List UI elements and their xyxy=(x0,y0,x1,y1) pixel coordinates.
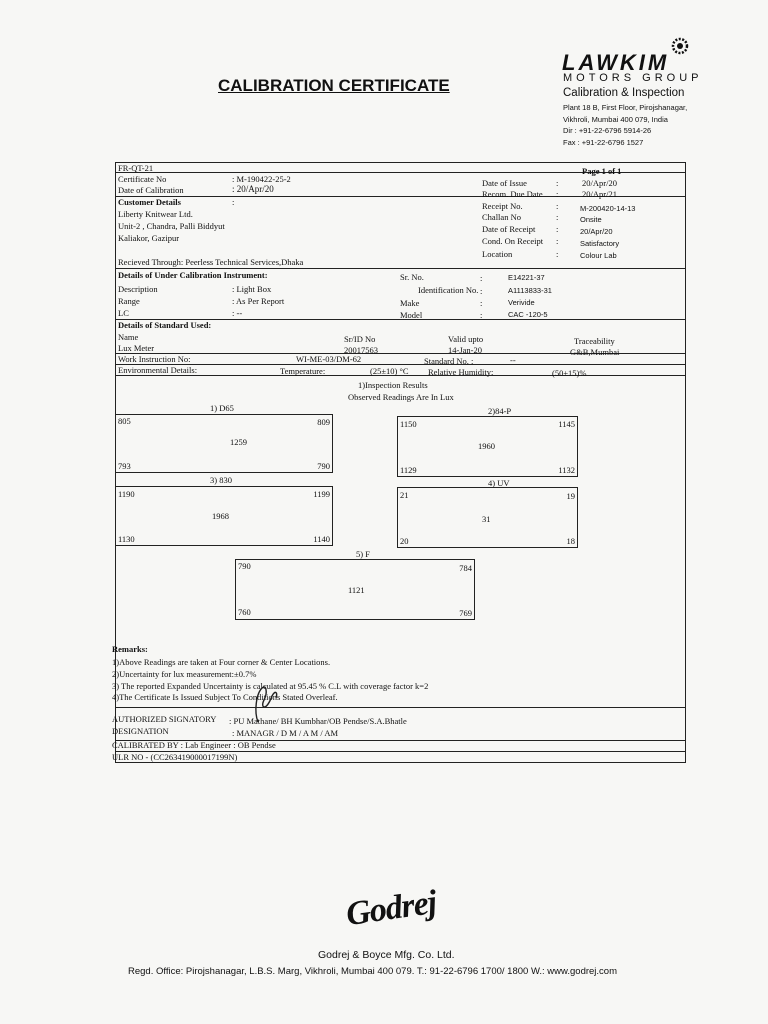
reading-bottom-left: 20 xyxy=(400,536,409,546)
standard-traceability: G&B,Mumbai xyxy=(570,347,620,357)
authorized-signatory-label: AUTHORIZED SIGNATORY xyxy=(112,714,217,724)
footer-address: Regd. Office: Pirojshanagar, L.B.S. Marg, Vikhroli, Mumbai 400 079. T.: 91-22-6796 1700/ 1800 W.: www.godrej.com xyxy=(128,966,617,977)
identification-no-colon: : xyxy=(480,286,483,296)
due-date-colon: : xyxy=(556,189,559,199)
issue-date: 20/Apr/20 xyxy=(582,178,617,188)
reading-top-right: 1145 xyxy=(558,419,575,429)
remark-4: 4)The Certificate Is Issued Subject To Conditions Stated Overleaf. xyxy=(112,692,338,702)
reading-top-left: 1190 xyxy=(118,489,135,499)
humidity-label: Relative Humidity: xyxy=(428,367,494,377)
standard-no-label: Standard No. : xyxy=(424,356,474,366)
remark-2: 2)Uncertainty for lux measurement:±0.7% xyxy=(112,669,257,679)
standard-id-header: Sr/ID No xyxy=(344,334,376,344)
customer-line-2: Unit-2 , Chandra, Palli Biddyut xyxy=(118,221,225,231)
model: CAC -120-5 xyxy=(508,310,548,319)
challan-no-label: Challan No xyxy=(482,212,521,222)
reading-name-uv: 4) UV xyxy=(488,478,510,488)
results-title: 1)Inspection Results xyxy=(358,380,428,390)
identification-no-label: Identification No. xyxy=(418,285,479,295)
brand-division: Calibration & Inspection xyxy=(563,87,685,99)
remark-3: 3) The reported Expanded Uncertainty is calculated at 95.45 % C.L with coverage factor k=2 xyxy=(112,681,429,691)
standard-name-header: Name xyxy=(118,332,139,342)
form-number: FR-QT-21 xyxy=(118,163,154,173)
brand-group: MOTORS GROUP xyxy=(563,72,703,84)
brand-address-1: Plant 18 B, First Floor, Pirojshanagar, xyxy=(563,103,688,112)
description-label: Description xyxy=(118,284,158,294)
serial-no-label: Sr. No. xyxy=(400,272,424,282)
reading-top-left: 21 xyxy=(400,490,409,500)
reading-name-d65: 1) D65 xyxy=(210,403,234,413)
calibrated-by: CALIBRATED BY : Lab Engineer : OB Pendse xyxy=(112,740,276,750)
receipt-no-colon: : xyxy=(556,201,559,211)
receipt-date: 20/Apr/20 xyxy=(580,227,613,236)
receipt-no: M-200420-14-13 xyxy=(580,204,636,213)
temperature: (25±10) °C xyxy=(370,366,409,376)
identification-no: A1113833-31 xyxy=(508,286,552,295)
godrej-logo: Godrej xyxy=(343,883,439,934)
reading-bottom-right: 1140 xyxy=(313,534,330,544)
location-colon: : xyxy=(556,249,559,259)
reading-bottom-right: 1132 xyxy=(558,465,575,475)
reading-top-left: 805 xyxy=(118,416,131,426)
location: Colour Lab xyxy=(580,251,617,260)
reading-center: 1960 xyxy=(478,441,495,451)
description: : Light Box xyxy=(232,284,272,294)
make: Verivide xyxy=(508,298,535,307)
reading-top-left: 1150 xyxy=(400,419,417,429)
remarks-label: Remarks: xyxy=(112,644,148,654)
reading-bottom-right: 790 xyxy=(317,461,330,471)
reading-box-d65 xyxy=(115,414,333,473)
certificate-title: CALIBRATION CERTIFICATE xyxy=(218,76,450,95)
standard-no: -- xyxy=(510,355,516,365)
standard-name: Lux Meter xyxy=(118,343,155,353)
receipt-no-label: Receipt No. xyxy=(482,201,523,211)
challan-no-colon: : xyxy=(556,212,559,222)
logo-wordmark: LAWKIM xyxy=(562,50,670,75)
condition: Satisfactory xyxy=(580,239,620,248)
humidity: (50±15)% xyxy=(552,368,587,378)
received-through: Recieved Through: Peerless Technical Services,Dhaka xyxy=(118,257,304,267)
reading-box-uv xyxy=(397,487,578,548)
brand-phone: Dir : +91-22-6796 5914-26 xyxy=(563,126,652,135)
range: : As Per Report xyxy=(232,296,285,306)
lawkim-logo xyxy=(562,36,722,76)
reading-center: 1259 xyxy=(230,437,247,447)
reading-top-right: 784 xyxy=(459,563,472,573)
range-label: Range xyxy=(118,296,140,306)
model-colon: : xyxy=(480,310,483,320)
due-date: 20/Apr/21 xyxy=(582,189,617,199)
model-label: Model xyxy=(400,310,423,320)
certificate-no: : M-190422-25-2 xyxy=(232,174,291,184)
calibration-date-label: Date of Calibration xyxy=(118,185,184,195)
reading-box-830 xyxy=(115,486,333,546)
reading-name-f: 5) F xyxy=(356,549,370,559)
reading-bottom-left: 1129 xyxy=(400,465,417,475)
reading-center: 1121 xyxy=(348,585,365,595)
make-label: Make xyxy=(400,298,420,308)
reading-box-84p xyxy=(397,416,578,477)
work-instruction: WI-ME-03/DM-62 xyxy=(296,354,362,364)
challan-no: Onsite xyxy=(580,215,602,224)
authorized-signatory: : PU Mathane/ BH Kumbhar/OB Pendse/S.A.Bhatle xyxy=(229,716,407,726)
receipt-date-label: Date of Receipt xyxy=(482,224,536,234)
reading-name-830: 3) 830 xyxy=(210,475,232,485)
reading-box-f xyxy=(235,559,475,620)
standard-details-label: Details of Standard Used: xyxy=(118,320,212,330)
issue-date-label: Date of Issue xyxy=(482,178,527,188)
customer-line-3: Kaliakor, Gazipur xyxy=(118,233,180,243)
standard-valid-header: Valid upto xyxy=(448,334,484,344)
standard-valid-upto: 14-Jan-20 xyxy=(448,345,482,355)
environmental-label: Environmental Details: xyxy=(118,365,198,375)
work-instruction-label: Work Instruction No: xyxy=(118,354,191,364)
customer-details-colon: : xyxy=(232,197,235,207)
reading-bottom-left: 1130 xyxy=(118,534,135,544)
customer-line-1: Liberty Knitwear Ltd. xyxy=(118,209,193,219)
reading-name-84p: 2)84-P xyxy=(488,406,512,416)
standard-id: 20017563 xyxy=(344,345,378,355)
location-label: Location xyxy=(482,249,513,259)
brand-fax: Fax : +91-22-6796 1527 xyxy=(563,138,644,147)
condition-label: Cond. On Receipt xyxy=(482,236,544,246)
remark-1: 1)Above Readings are taken at Four corner & Center Locations. xyxy=(112,657,331,667)
issue-date-colon: : xyxy=(556,178,559,188)
page-number: Page 1 of 1 xyxy=(582,166,622,176)
reading-center: 31 xyxy=(482,514,491,524)
serial-no: E14221-37 xyxy=(508,273,545,282)
reading-top-right: 19 xyxy=(566,491,575,501)
reading-top-right: 1199 xyxy=(313,489,330,499)
certificate-no-label: Certificate No xyxy=(118,174,167,184)
make-colon: : xyxy=(480,298,483,308)
instrument-details-label: Details of Under Calibration Instrument: xyxy=(118,270,268,280)
reading-bottom-right: 18 xyxy=(566,536,575,546)
lc-label: LC xyxy=(118,308,129,318)
serial-no-colon: : xyxy=(480,273,483,283)
gear-emblem-icon xyxy=(670,36,690,56)
customer-details-label: Customer Details xyxy=(118,197,181,207)
due-date-label: Recom. Due Date xyxy=(482,189,543,199)
brand-address-2: Vikhroli, Mumbai 400 079, India xyxy=(563,115,668,124)
condition-colon: : xyxy=(556,236,559,246)
receipt-date-colon: : xyxy=(556,224,559,234)
ulr-number: ULR NO - (CC263419000017199N) xyxy=(112,752,238,762)
lc: : -- xyxy=(232,308,243,318)
reading-center: 1968 xyxy=(212,511,229,521)
reading-top-right: 809 xyxy=(317,417,330,427)
reading-top-left: 790 xyxy=(238,561,251,571)
results-subtitle: Observed Readings Are In Lux xyxy=(348,392,454,402)
reading-bottom-left: 793 xyxy=(118,461,131,471)
calibration-date: : 20/Apr/20 xyxy=(232,184,274,194)
designation-label: DESIGNATION xyxy=(112,726,169,736)
reading-bottom-right: 769 xyxy=(459,608,472,618)
designation: : MANAGR / D M / A M / AM xyxy=(232,728,339,738)
temperature-label: Temperature: xyxy=(280,366,326,376)
standard-traceability-header: Traceability xyxy=(574,336,615,346)
footer-company: Godrej & Boyce Mfg. Co. Ltd. xyxy=(318,949,455,961)
reading-bottom-left: 760 xyxy=(238,607,251,617)
